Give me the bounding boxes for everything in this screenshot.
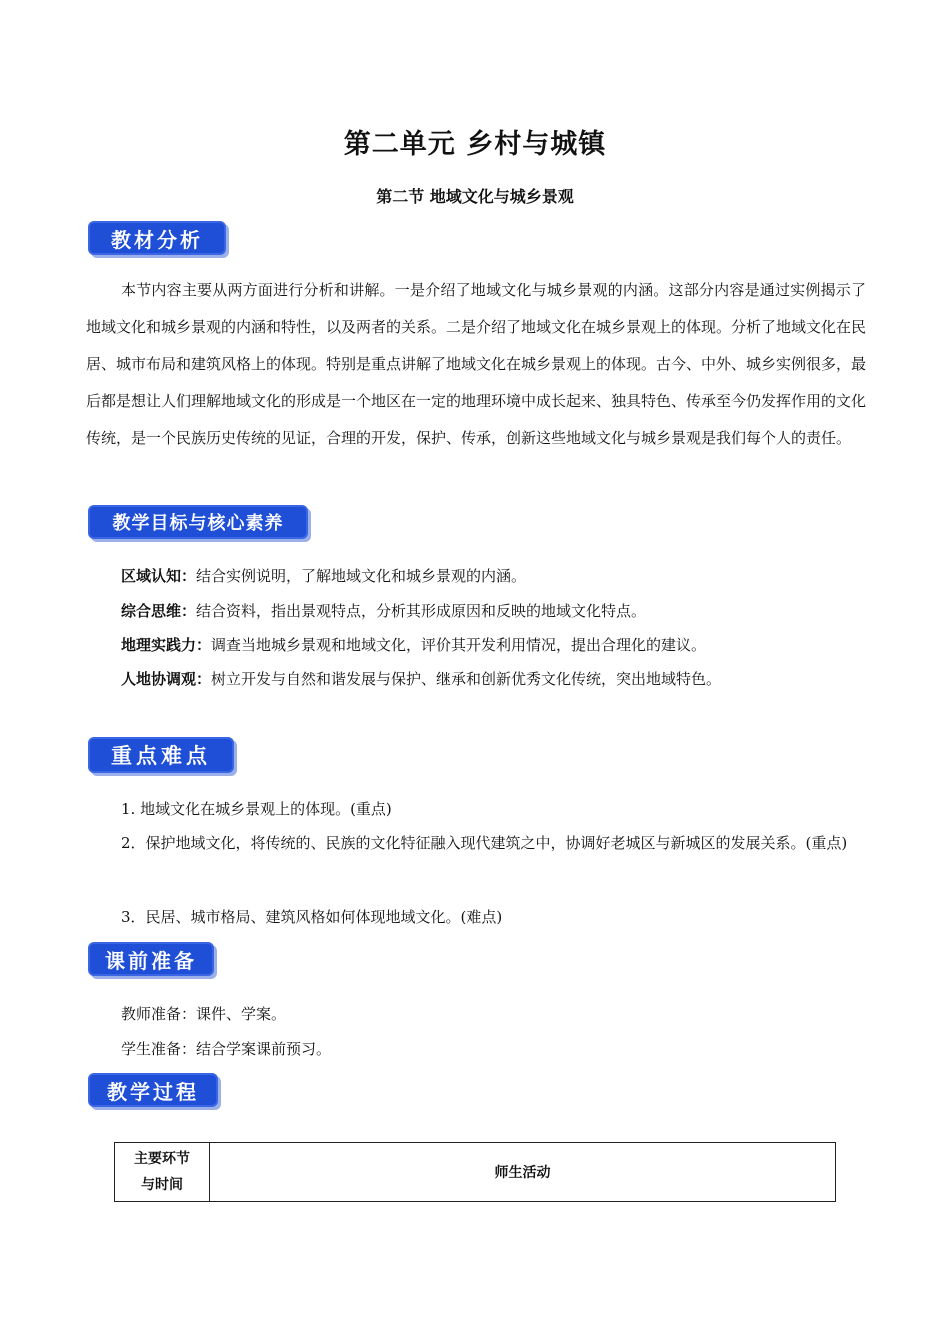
- header-stage-line1: 主要环节: [134, 1151, 190, 1167]
- objective-label: 地理实践力：: [121, 636, 212, 654]
- objective-label: 人地协调观：: [121, 670, 212, 688]
- objective-item: [121, 635, 706, 655]
- process-badge: 教学过程: [88, 1073, 218, 1107]
- objective-item: [121, 669, 721, 689]
- objective-text: 结合实例说明，了解地域文化和城乡景观的内涵。: [196, 567, 527, 585]
- objective-label: 综合思维：: [121, 602, 197, 620]
- header-cell-stage: [115, 1143, 210, 1202]
- textbook-analysis-paragraph: 本节内容主要从两方面进行分析和讲解。一是介绍了地域文化与城乡景观的内涵。这部分内容是通过实例揭示了地域文化和城乡景观的内涵和特性，以及两者的关系。二是介绍了地域文化在城乡景观上的体现。分析了地域文化在民居、城市布局和建筑风格上的体现。特别是重点讲解了地域文化在城乡景观上的体现。古今、中外、城乡实例很多，最后都是想让人们理解地域文化的形成是一个地区在一定的地理环境中成长起来、独具特色、传承至今仍发挥作用的文化传统，是一个民族历史传统的见证，合理的开发，保护、传承，创新这些地域文化与城乡景观是我们每个人的责任。: [86, 281, 867, 447]
- header-stage-line2: 与时间: [141, 1177, 183, 1193]
- objective-label: 区域认知：: [121, 567, 197, 585]
- textbook-analysis-badge: 教材分析: [88, 221, 226, 255]
- key-points-badge: 重点难点: [88, 737, 234, 773]
- header-cell-activities: 师生活动: [210, 1143, 836, 1202]
- table-header-row: [115, 1143, 836, 1202]
- unit-title: 第二单元 乡村与城镇: [343, 129, 607, 160]
- key-point-item: 1. 地域文化在城乡景观上的体现。(重点): [121, 800, 392, 818]
- objectives-badge: 教学目标与核心素养: [88, 505, 308, 539]
- key-point-item: 3．民居、城市格局、建筑风格如何体现地域文化。(难点): [121, 908, 503, 926]
- section-title: 第二节 地域文化与城乡景观: [376, 187, 574, 206]
- teacher-preparation: 教师准备：课件、学案。: [121, 1005, 287, 1023]
- objective-text: 结合资料，指出景观特点，分析其形成原因和反映的地域文化特点。: [196, 602, 647, 620]
- key-point-item: 2．保护地域文化，将传统的、民族的文化特征融入现代建筑之中，协调好老城区与新城区的发展关系。(重点): [121, 834, 848, 852]
- objective-text: 树立开发与自然和谐发展与保护、继承和创新优秀文化传统，突出地域特色。: [211, 670, 722, 688]
- objective-item: [121, 566, 526, 586]
- student-preparation: 学生准备：结合学案课前预习。: [121, 1040, 332, 1058]
- preparation-badge: 课前准备: [88, 942, 214, 976]
- teaching-process-table: [114, 1142, 836, 1202]
- objective-text: 调查当地城乡景观和地域文化，评价其开发利用情况，提出合理化的建议。: [211, 636, 707, 654]
- objective-item: [121, 601, 646, 621]
